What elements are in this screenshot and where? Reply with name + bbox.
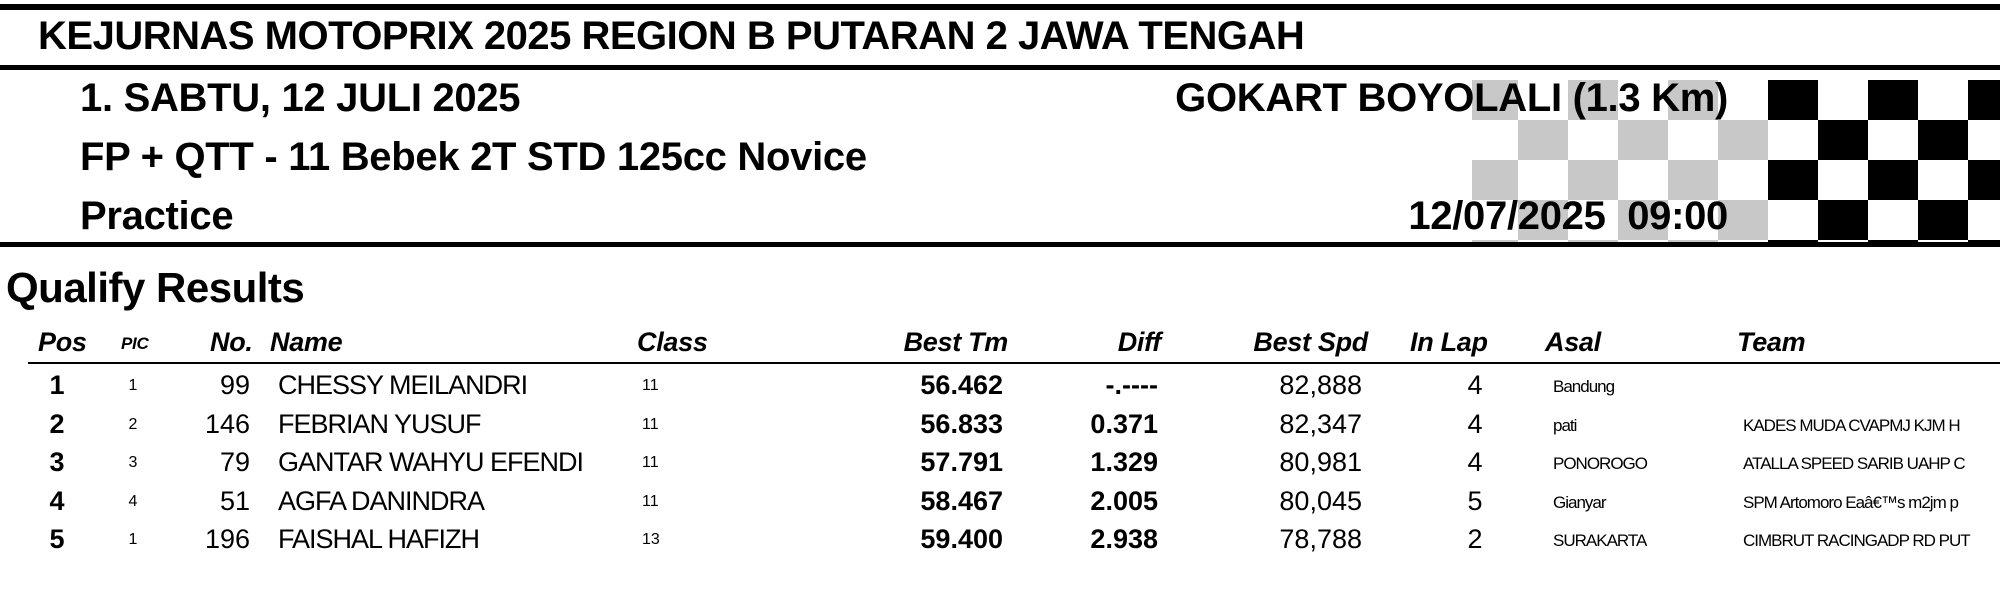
session-name: Practice <box>80 194 234 238</box>
flag-square <box>1918 160 1968 200</box>
event-title: KEJURNAS MOTOPRIX 2025 REGION B PUTARAN 2 JAWA TENGAH <box>38 14 1305 58</box>
col-best-tm: Best Tm <box>903 327 1008 357</box>
race-name: FP + QTT - 11 Bebek 2T STD 125cc Novice <box>80 135 867 179</box>
flag-square <box>1868 80 1918 120</box>
row-diff: -.---- <box>1105 370 1158 400</box>
row-best-time: 56.462 <box>920 370 1003 400</box>
row-best-speed: 80,981 <box>1279 447 1362 477</box>
table-row <box>0 521 2000 560</box>
header-bottom-border <box>0 242 2000 247</box>
row-in-lap: 2 <box>1467 524 1483 554</box>
flag-square <box>1968 200 2000 240</box>
col-diff: Diff <box>1117 327 1161 357</box>
flag-square <box>1818 200 1868 240</box>
flag-square <box>1768 120 1818 160</box>
row-pic: 2 <box>128 415 138 433</box>
flag-square <box>1818 80 1868 120</box>
row-best-speed: 78,788 <box>1279 524 1362 554</box>
col-team: Team <box>1737 327 1806 357</box>
row-best-time: 57.791 <box>920 447 1003 477</box>
row-number: 146 <box>204 408 250 439</box>
column-header-underline <box>28 362 2000 364</box>
flag-square <box>1918 200 1968 240</box>
row-class: 11 <box>642 377 659 394</box>
table-row <box>0 367 2000 406</box>
col-in-lap: In Lap <box>1410 327 1488 357</box>
row-in-lap: 5 <box>1467 485 1483 516</box>
flag-square <box>1768 200 1818 240</box>
row-pic: 1 <box>128 377 138 394</box>
table-row <box>0 483 2000 522</box>
section-title: Qualify Results <box>6 264 305 311</box>
row-origin: SURAKARTA <box>1553 531 1647 550</box>
row-number: 196 <box>204 524 250 554</box>
row-best-speed: 82,347 <box>1279 408 1362 439</box>
row-class: 11 <box>642 415 659 433</box>
event-venue: GOKART BOYOLALI (1.3 Km) <box>1175 76 1728 120</box>
top-border <box>0 4 2000 10</box>
flag-square <box>1768 80 1818 120</box>
flag-square <box>1472 120 1518 160</box>
row-best-time: 58.467 <box>920 485 1003 516</box>
row-pos: 3 <box>49 447 65 477</box>
row-diff: 0.371 <box>1090 408 1158 439</box>
row-in-lap: 4 <box>1467 370 1483 400</box>
flag-square <box>1968 120 2000 160</box>
row-team: KADES MUDA CVAPMJ KJM H <box>1743 415 1960 435</box>
flag-square <box>1918 80 1968 120</box>
event-time: 09:00 <box>1627 194 1728 238</box>
row-in-lap: 4 <box>1467 447 1483 477</box>
row-best-time: 56.833 <box>920 408 1003 439</box>
row-rider-name: FAISHAL HAFIZH <box>278 524 480 554</box>
table-row <box>0 444 2000 483</box>
row-class: 11 <box>642 492 659 510</box>
row-team: SPM Artomoro Eaâ€™s m2jm p <box>1743 492 1958 512</box>
col-pic: PIC <box>121 334 149 353</box>
row-rider-name: CHESSY MEILANDRI <box>278 370 528 400</box>
row-origin: pati <box>1553 415 1577 435</box>
flag-square <box>1818 160 1868 200</box>
flag-square <box>1768 160 1818 200</box>
row-pic: 4 <box>128 492 138 510</box>
flag-square <box>1718 120 1768 160</box>
row-rider-name: FEBRIAN YUSUF <box>278 408 481 439</box>
row-origin: PONOROGO <box>1553 454 1648 473</box>
title-underline <box>0 65 2000 70</box>
col-asal: Asal <box>1545 327 1601 357</box>
flag-square <box>1868 160 1918 200</box>
row-diff: 2.938 <box>1090 524 1158 554</box>
row-origin: Gianyar <box>1553 492 1606 512</box>
row-pic: 1 <box>128 531 138 548</box>
row-pos: 1 <box>49 370 65 400</box>
col-best-spd: Best Spd <box>1253 327 1368 357</box>
row-number: 99 <box>219 370 250 400</box>
row-diff: 1.329 <box>1090 447 1158 477</box>
row-best-speed: 80,045 <box>1279 485 1362 516</box>
col-no: No. <box>210 327 253 357</box>
event-day: 1. SABTU, 12 JULI 2025 <box>80 76 521 120</box>
col-name: Name <box>270 327 343 357</box>
flag-square <box>1668 120 1718 160</box>
row-class: 13 <box>642 531 660 548</box>
row-diff: 2.005 <box>1090 485 1158 516</box>
flag-square <box>1518 120 1568 160</box>
row-team: CIMBRUT RACINGADP RD PUT <box>1743 531 1970 550</box>
flag-square <box>1868 200 1918 240</box>
flag-square <box>1618 120 1668 160</box>
row-class: 11 <box>642 454 659 471</box>
table-row <box>0 406 2000 445</box>
col-pos: Pos <box>38 327 87 357</box>
row-best-speed: 82,888 <box>1279 370 1362 400</box>
row-pos: 5 <box>49 524 65 554</box>
flag-square <box>1868 120 1918 160</box>
flag-square <box>1818 120 1868 160</box>
row-number: 51 <box>219 485 250 516</box>
event-date: 12/07/2025 <box>1408 194 1606 238</box>
row-rider-name: GANTAR WAHYU EFENDI <box>278 447 584 477</box>
row-rider-name: AGFA DANINDRA <box>278 485 485 516</box>
flag-square <box>1968 80 2000 120</box>
row-in-lap: 4 <box>1467 408 1483 439</box>
flag-square <box>1968 160 2000 200</box>
event-datetime <box>1408 194 1728 239</box>
row-origin: Bandung <box>1553 377 1615 396</box>
row-number: 79 <box>219 447 250 477</box>
row-pic: 3 <box>128 454 138 471</box>
row-pos: 2 <box>49 408 65 439</box>
row-best-time: 59.400 <box>920 524 1003 554</box>
flag-square <box>1568 120 1618 160</box>
row-team: ATALLA SPEED SARIB UAHP C <box>1743 454 1965 473</box>
col-class: Class <box>637 327 708 357</box>
row-pos: 4 <box>49 485 65 516</box>
flag-square <box>1918 120 1968 160</box>
